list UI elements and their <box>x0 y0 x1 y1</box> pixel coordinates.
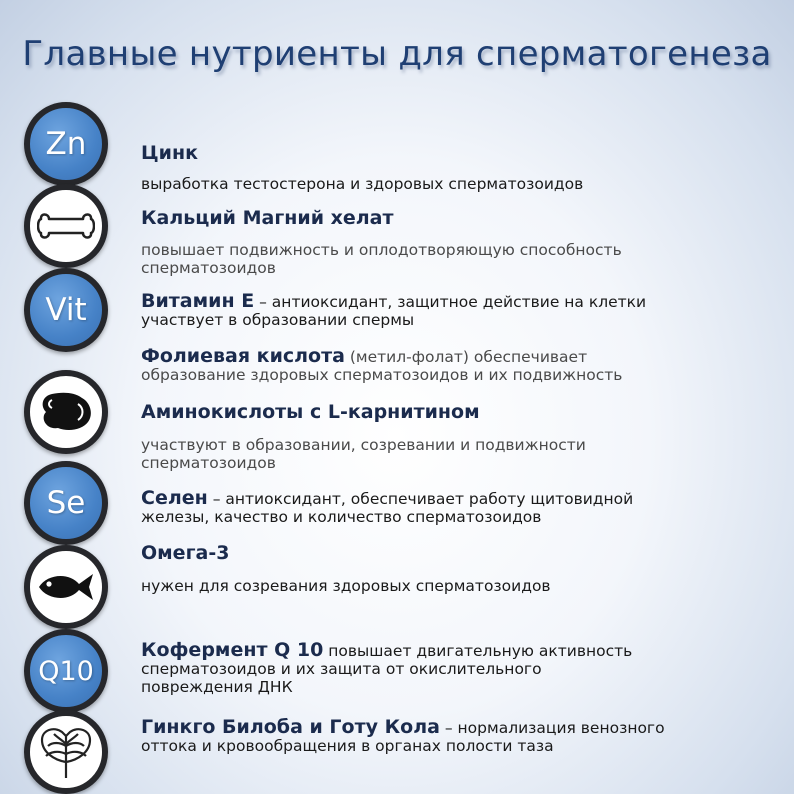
vitamin-badge <box>24 268 108 352</box>
item-selenium <box>141 489 781 526</box>
item-desc-line2: оттока и кровообращения в органах полости таза <box>141 737 554 755</box>
item-name: Аминокислоты с L-карнитином <box>141 401 480 423</box>
item-line1 <box>141 718 781 737</box>
item-calcium-magnesium <box>141 207 781 277</box>
item-line1 <box>141 292 781 311</box>
item-omega-3 <box>141 542 781 595</box>
item-desc-line2: сперматозоидов <box>141 259 276 277</box>
item-desc-inline: – антиоксидант, защитное действие на клетки <box>254 293 647 311</box>
fish-icon <box>35 570 97 604</box>
item-desc-line2: образование здоровых сперматозоидов и их подвижность <box>141 366 623 384</box>
fish-badge <box>24 545 108 629</box>
zinc-symbol: Zn <box>45 126 87 162</box>
bone-icon <box>37 210 95 242</box>
item-desc-inline: (метил-фолат) обеспечивает <box>344 348 588 366</box>
item-name: Витамин Е <box>141 290 255 312</box>
item-line1 <box>141 641 781 660</box>
page-title: Главные нутриенты для сперматогенеза <box>22 34 772 74</box>
item-desc-line1: участвуют в образовании, созревании и подвижности <box>141 436 586 454</box>
vitamin-symbol: Vit <box>45 292 87 328</box>
item-desc-line3: повреждения ДНК <box>141 678 293 696</box>
item-zinc <box>141 142 781 193</box>
item-name: Селен <box>141 487 208 509</box>
item-desc: выработка тестостерона и здоровых сперматозоидов <box>141 175 584 193</box>
meat-badge <box>24 370 108 454</box>
item-name: Фолиевая кислота <box>141 345 345 367</box>
item-desc-inline: – антиоксидант, обеспечивает работу щитовидной <box>207 490 634 508</box>
item-desc-line2: железы, качество и количество сперматозоидов <box>141 508 542 526</box>
item-vitamin-e <box>141 292 781 329</box>
item-coenzyme-q10 <box>141 641 781 696</box>
item-desc: нужен для созревания здоровых сперматозоидов <box>141 577 551 595</box>
q10-badge <box>24 629 108 713</box>
item-line1 <box>141 489 781 508</box>
item-line1 <box>141 347 781 366</box>
item-name: Гинкго Билоба и Готу Кола <box>141 716 440 738</box>
item-desc-line1: повышает подвижность и оплодотворяющую способность <box>141 241 622 259</box>
ginkgo-leaf-icon <box>34 722 98 782</box>
item-name: Кальций Магний хелат <box>141 207 394 229</box>
q10-symbol: Q10 <box>38 655 94 687</box>
item-name: Цинк <box>141 142 198 164</box>
item-amino-acids <box>141 401 781 472</box>
item-name: Омега-3 <box>141 542 230 564</box>
item-desc-inline: – нормализация венозного <box>439 719 665 737</box>
selenium-symbol: Se <box>46 485 86 521</box>
item-desc-line2: участвует в образовании спермы <box>141 311 415 329</box>
item-name: Кофермент Q 10 <box>141 639 324 661</box>
ginkgo-badge <box>24 710 108 794</box>
item-desc-line2: сперматозоидов и их защита от окислительного <box>141 660 542 678</box>
selenium-badge <box>24 461 108 545</box>
item-desc-inline: повышает двигательную активность <box>323 642 633 660</box>
bone-badge <box>24 184 108 268</box>
item-folic-acid <box>141 347 781 384</box>
meat-icon <box>38 390 94 434</box>
item-ginkgo-gotu-kola <box>141 718 781 755</box>
zinc-badge <box>24 102 108 186</box>
item-desc-line2: сперматозоидов <box>141 454 276 472</box>
